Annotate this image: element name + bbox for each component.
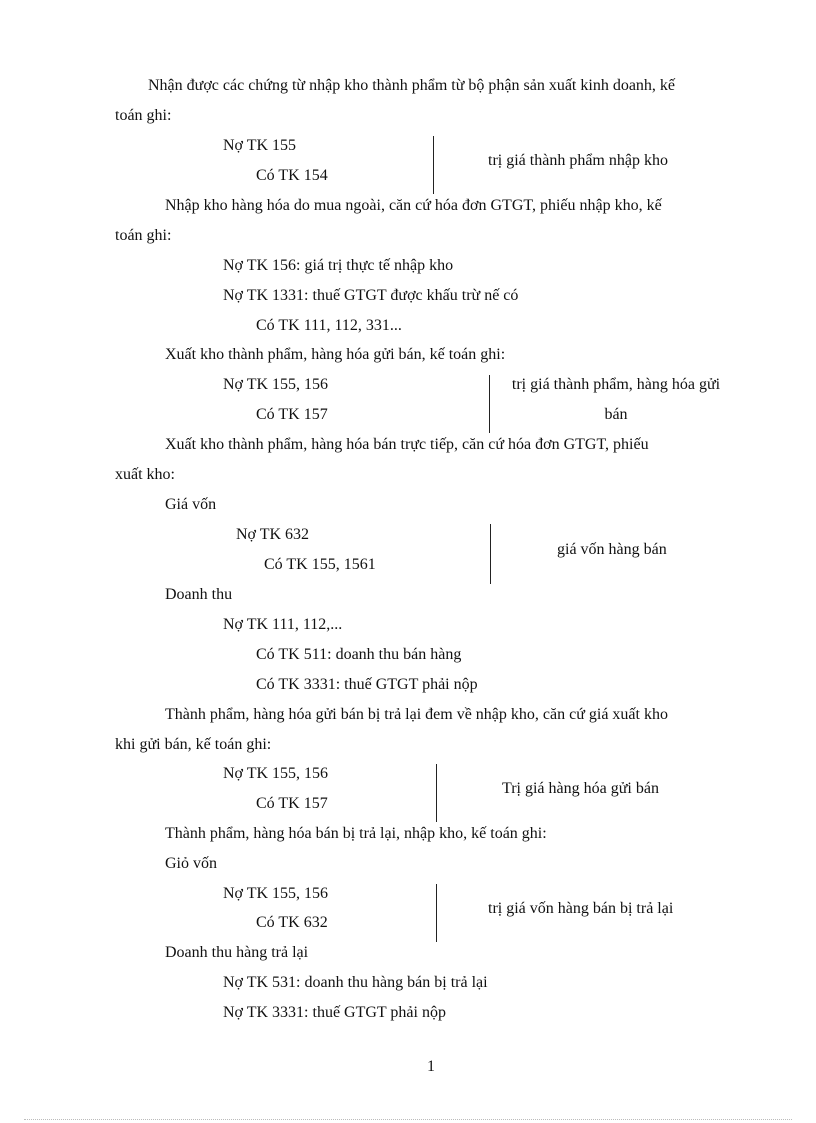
entry-credit: Có TK 154	[256, 167, 328, 184]
entry-note: giá vốn hàng bán	[557, 541, 667, 558]
page-footer-divider	[24, 1119, 792, 1120]
entry-debit: Nợ TK 156: giá trị thực tế nhập kho	[223, 257, 454, 274]
entry-divider	[436, 884, 437, 942]
paragraph-line: Xuất kho thành phẩm, hàng hóa gửi bán, kế toán ghi:	[165, 346, 506, 363]
paragraph-line: xuất kho:	[115, 466, 175, 483]
paragraph-line: Thành phẩm, hàng hóa gửi bán bị trả lại đem về nhập kho, căn cứ giá xuất kho	[165, 706, 668, 723]
entry-debit: Nợ TK 155, 156	[223, 885, 329, 902]
subheading: Doanh thu	[165, 586, 233, 603]
entry-debit: Nợ TK 1331: thuế GTGT được khấu trừ nế có	[223, 287, 519, 304]
entry-divider	[433, 136, 434, 194]
paragraph-line: khi gửi bán, kế toán ghi:	[115, 736, 272, 753]
paragraph-line: toán ghi:	[115, 227, 172, 244]
entry-note: trị giá vốn hàng bán bị trả lại	[488, 900, 674, 917]
paragraph-line: Nhập kho hàng hóa do mua ngoài, căn cứ hóa đơn GTGT, phiếu nhập kho, kế	[165, 197, 662, 214]
entry-debit: Nợ TK 155, 156	[223, 765, 329, 782]
entry-debit: Nợ TK 155, 156	[223, 376, 329, 393]
entry-note: bán	[604, 406, 628, 423]
entry-debit: Nợ TK 111, 112,...	[223, 616, 343, 633]
entry-credit: Có TK 511: doanh thu bán hàng	[256, 646, 462, 663]
entry-divider	[436, 764, 437, 822]
entry-credit: Có TK 111, 112, 331...	[256, 317, 402, 334]
entry-divider	[490, 524, 491, 584]
entry-note: trị giá thành phẩm nhập kho	[488, 152, 668, 169]
entry-debit: Nợ TK 632	[236, 526, 310, 543]
entry-debit: Nợ TK 155	[223, 137, 297, 154]
entry-credit: Có TK 157	[256, 795, 328, 812]
entry-credit: Có TK 632	[256, 914, 328, 931]
paragraph-line: Xuất kho thành phẩm, hàng hóa bán trực tiếp, căn cứ hóa đơn GTGT, phiếu	[165, 436, 649, 453]
entry-divider	[489, 375, 490, 433]
subheading: Giỏ vốn	[165, 855, 217, 872]
entry-debit: Nợ TK 531: doanh thu hàng bán bị trả lại	[223, 974, 488, 991]
entry-credit: Có TK 3331: thuế GTGT phải nộp	[256, 676, 478, 693]
subheading: Doanh thu hàng trả lại	[165, 944, 309, 961]
paragraph-line: Thành phẩm, hàng hóa bán bị trả lại, nhập kho, kế toán ghi:	[165, 825, 547, 842]
entry-note: Trị giá hàng hóa gửi bán	[502, 780, 659, 797]
entry-note: trị giá thành phẩm, hàng hóa gửi	[511, 376, 721, 393]
paragraph-line: toán ghi:	[115, 107, 172, 124]
subheading: Giá vốn	[165, 496, 217, 513]
entry-credit: Có TK 155, 1561	[264, 556, 376, 573]
page-number: 1	[427, 1058, 435, 1075]
entry-credit: Có TK 157	[256, 406, 328, 423]
entry-debit: Nợ TK 3331: thuế GTGT phải nộp	[223, 1004, 446, 1021]
paragraph-line: Nhận được các chứng từ nhập kho thành phẩm từ bộ phận sản xuất kinh doanh, kế	[148, 77, 676, 94]
